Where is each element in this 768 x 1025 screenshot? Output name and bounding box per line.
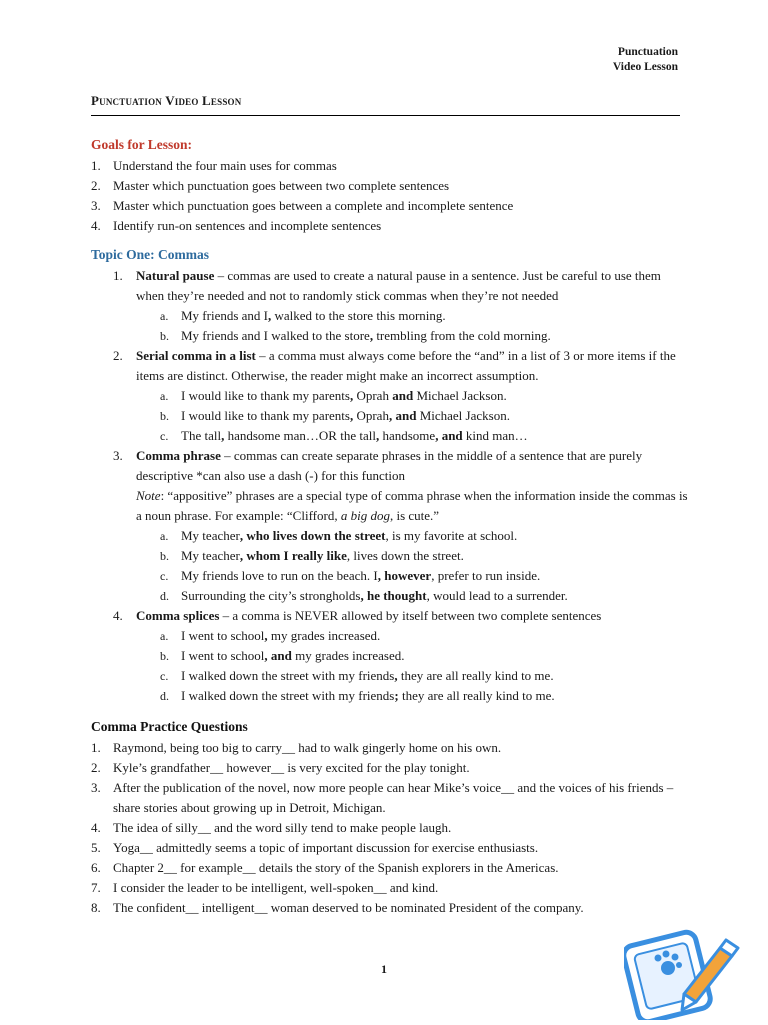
item-number: 1. bbox=[91, 158, 101, 173]
example-text: trembling from the cold morning. bbox=[373, 328, 551, 343]
note-text: : “appositive” phrases are a special type of comma phrase when the information inside the commas is a noun phrase. For example: “Clifford, bbox=[136, 488, 688, 523]
item-text: After the publication of the novel, now more people can hear Mike’s voice__ and the voices of his friends – share stories about growing up in Detroit, Michigan. bbox=[113, 780, 674, 815]
item-letter: c. bbox=[160, 669, 169, 683]
example-text: , prefer to run inside. bbox=[431, 568, 541, 583]
example-bold: , bbox=[264, 628, 268, 643]
item-text: Yoga__ admittedly seems a topic of important discussion for exercise enthusiasts. bbox=[113, 840, 539, 855]
example-bold: , who lives down the street bbox=[239, 528, 386, 543]
example-text: I went to school bbox=[181, 628, 265, 643]
item-letter: c. bbox=[160, 429, 169, 443]
topic-one-heading: Topic One: Commas bbox=[91, 247, 210, 262]
example-bold: , and bbox=[264, 648, 292, 663]
topic-description: – a comma is NEVER allowed by itself between two complete sentences bbox=[219, 608, 602, 623]
item-text: Master which punctuation goes between two complete sentences bbox=[113, 178, 450, 193]
example-bold: , and bbox=[435, 428, 463, 443]
item-letter: a. bbox=[160, 389, 169, 403]
example-item bbox=[136, 526, 691, 546]
example-text: My teacher bbox=[181, 528, 240, 543]
example-text: they are all really kind to me. bbox=[397, 668, 554, 683]
goals-list bbox=[91, 156, 691, 236]
example-text: handsome man…OR the tall bbox=[224, 428, 376, 443]
example-bold: , bbox=[349, 408, 354, 423]
example-list bbox=[136, 386, 691, 446]
example-text: Michael Jackson. bbox=[413, 388, 507, 403]
item-number: 4. bbox=[91, 218, 101, 233]
item-letter: a. bbox=[160, 309, 169, 323]
goals-heading: Goals for Lesson: bbox=[91, 137, 193, 152]
example-list bbox=[136, 626, 691, 706]
list-item bbox=[91, 738, 691, 758]
list-item bbox=[91, 156, 691, 176]
list-item bbox=[91, 176, 691, 196]
example-text: Michael Jackson. bbox=[416, 408, 510, 423]
example-text: I would like to thank my parents bbox=[181, 408, 350, 423]
practice-list bbox=[91, 738, 691, 918]
example-item bbox=[136, 586, 691, 606]
example-text: kind man… bbox=[462, 428, 528, 443]
example-bold: , bbox=[349, 388, 354, 403]
example-text: handsome bbox=[379, 428, 436, 443]
example-text: , would lead to a surrender. bbox=[426, 588, 568, 603]
list-item bbox=[91, 818, 691, 838]
example-bold: , bbox=[394, 668, 398, 683]
example-bold: , bbox=[268, 308, 272, 323]
item-letter: b. bbox=[160, 329, 169, 343]
example-list bbox=[136, 526, 691, 606]
example-item bbox=[136, 546, 691, 566]
example-text: I walked down the street with my friends bbox=[181, 668, 395, 683]
topic-term: Comma phrase bbox=[136, 448, 221, 463]
example-text: my grades increased. bbox=[267, 628, 381, 643]
running-header bbox=[613, 45, 678, 75]
example-bold: , and bbox=[388, 408, 417, 423]
example-bold: , bbox=[375, 428, 380, 443]
example-text: My teacher bbox=[181, 548, 240, 563]
item-number: 1. bbox=[91, 740, 101, 755]
item-number: 4. bbox=[91, 820, 101, 835]
tablet-paw-pencil-icon bbox=[624, 928, 742, 1025]
example-bold: , bbox=[221, 428, 225, 443]
practice-heading: Comma Practice Questions bbox=[91, 719, 248, 734]
item-text: The idea of silly__ and the word silly tend to make people laugh. bbox=[113, 820, 452, 835]
item-letter: b. bbox=[160, 649, 169, 663]
item-letter: b. bbox=[160, 409, 169, 423]
example-item bbox=[136, 306, 691, 326]
example-item bbox=[136, 426, 691, 446]
list-item bbox=[91, 838, 691, 858]
item-text: Identify run-on sentences and incomplete sentences bbox=[113, 218, 382, 233]
example-item bbox=[136, 326, 691, 346]
item-text: Master which punctuation goes between a complete and incomplete sentence bbox=[113, 198, 514, 213]
item-letter: a. bbox=[160, 529, 169, 543]
example-text: I went to school bbox=[181, 648, 265, 663]
topic-term: Serial comma in a list bbox=[136, 348, 256, 363]
item-number: 8. bbox=[91, 900, 101, 915]
example-item bbox=[136, 626, 691, 646]
item-text: Raymond, being too big to carry__ had to walk gingerly home on his own. bbox=[113, 740, 502, 755]
example-text: I walked down the street with my friends bbox=[181, 688, 395, 703]
example-item bbox=[136, 686, 691, 706]
item-number: 4. bbox=[113, 608, 123, 623]
example-text: walked to the store this morning. bbox=[271, 308, 446, 323]
note-text: , is cute.” bbox=[389, 508, 440, 523]
item-letter: b. bbox=[160, 549, 169, 563]
item-text: I consider the leader to be intelligent, well-spoken__ and kind. bbox=[113, 880, 439, 895]
list-item bbox=[91, 778, 691, 818]
list-item bbox=[91, 758, 691, 778]
example-bold: , however bbox=[377, 568, 432, 583]
page-number: 1 bbox=[381, 962, 387, 976]
list-item bbox=[91, 216, 691, 236]
item-text: Chapter 2__ for example__ details the story of the Spanish explorers in the Americas. bbox=[113, 860, 559, 875]
example-bold: , whom I really like bbox=[239, 548, 347, 563]
item-number: 7. bbox=[91, 880, 101, 895]
example-text: Oprah bbox=[353, 388, 393, 403]
list-item bbox=[91, 898, 691, 918]
list-item bbox=[91, 858, 691, 878]
list-item bbox=[91, 196, 691, 216]
example-text: My friends and I bbox=[181, 308, 269, 323]
example-bold: and bbox=[392, 388, 414, 403]
item-number: 2. bbox=[91, 178, 101, 193]
example-text: I would like to thank my parents bbox=[181, 388, 350, 403]
example-bold: , bbox=[369, 328, 374, 343]
item-number: 2. bbox=[113, 348, 123, 363]
example-item bbox=[136, 406, 691, 426]
topic-description: – commas are used to create a natural pause in a sentence. Just be careful to use them when they’re needed and not to randomly stick commas when they’re not needed bbox=[136, 268, 661, 303]
document-body bbox=[91, 135, 691, 918]
example-text: My friends love to run on the beach. I bbox=[181, 568, 378, 583]
note-italic: a big dog bbox=[340, 508, 390, 523]
topic-term: Natural pause bbox=[136, 268, 215, 283]
item-letter: a. bbox=[160, 629, 169, 643]
page-title: Punctuation Video Lesson bbox=[91, 93, 242, 108]
example-text: , lives down the street. bbox=[346, 548, 464, 563]
item-number: 2. bbox=[91, 760, 101, 775]
example-item bbox=[136, 386, 691, 406]
item-text: The confident__ intelligent__ woman deserved to be nominated President of the company. bbox=[113, 900, 584, 915]
item-text: Understand the four main uses for commas bbox=[113, 158, 337, 173]
example-text: My friends and I walked to the store bbox=[181, 328, 370, 343]
note-paragraph bbox=[136, 486, 691, 526]
topic-term: Comma splices bbox=[136, 608, 220, 623]
topic-description: – a comma must always come before the “and” in a list of 3 or more items if the items are distinct. Otherwise, the reader might make an incorrect assumption. bbox=[136, 348, 676, 383]
example-list bbox=[136, 306, 691, 346]
item-letter: d. bbox=[160, 689, 169, 703]
item-text: Kyle’s grandfather__ however__ is very excited for the play tonight. bbox=[113, 760, 470, 775]
running-header-line1: Punctuation bbox=[617, 46, 678, 58]
example-bold: , he thought bbox=[360, 588, 427, 603]
note-label: Note bbox=[136, 488, 161, 503]
title-divider bbox=[91, 115, 680, 116]
item-letter: d. bbox=[160, 589, 169, 603]
example-item bbox=[136, 646, 691, 666]
topic-one-list bbox=[113, 266, 691, 706]
example-item bbox=[136, 566, 691, 586]
example-text: they are all really kind to me. bbox=[398, 688, 555, 703]
example-text: The tall bbox=[181, 428, 222, 443]
example-text: Oprah bbox=[353, 408, 389, 423]
example-text: , is my favorite at school. bbox=[385, 528, 518, 543]
running-header-line2: Video Lesson bbox=[612, 61, 678, 73]
item-number: 1. bbox=[113, 268, 123, 283]
item-number: 5. bbox=[91, 840, 101, 855]
example-bold: ; bbox=[394, 688, 399, 703]
example-item bbox=[136, 666, 691, 686]
topic-item bbox=[113, 266, 691, 346]
topic-item bbox=[113, 606, 691, 706]
item-number: 3. bbox=[91, 198, 101, 213]
topic-item bbox=[113, 346, 691, 446]
example-text: Surrounding the city’s strongholds bbox=[181, 588, 361, 603]
example-text: my grades increased. bbox=[291, 648, 405, 663]
list-item bbox=[91, 878, 691, 898]
topic-description: – commas can create separate phrases in the middle of a sentence that are purely descriptive *can also use a dash (-) for this function bbox=[136, 448, 643, 483]
topic-item bbox=[113, 446, 691, 606]
item-number: 6. bbox=[91, 860, 101, 875]
item-number: 3. bbox=[113, 448, 123, 463]
item-letter: c. bbox=[160, 569, 169, 583]
item-number: 3. bbox=[91, 780, 101, 795]
